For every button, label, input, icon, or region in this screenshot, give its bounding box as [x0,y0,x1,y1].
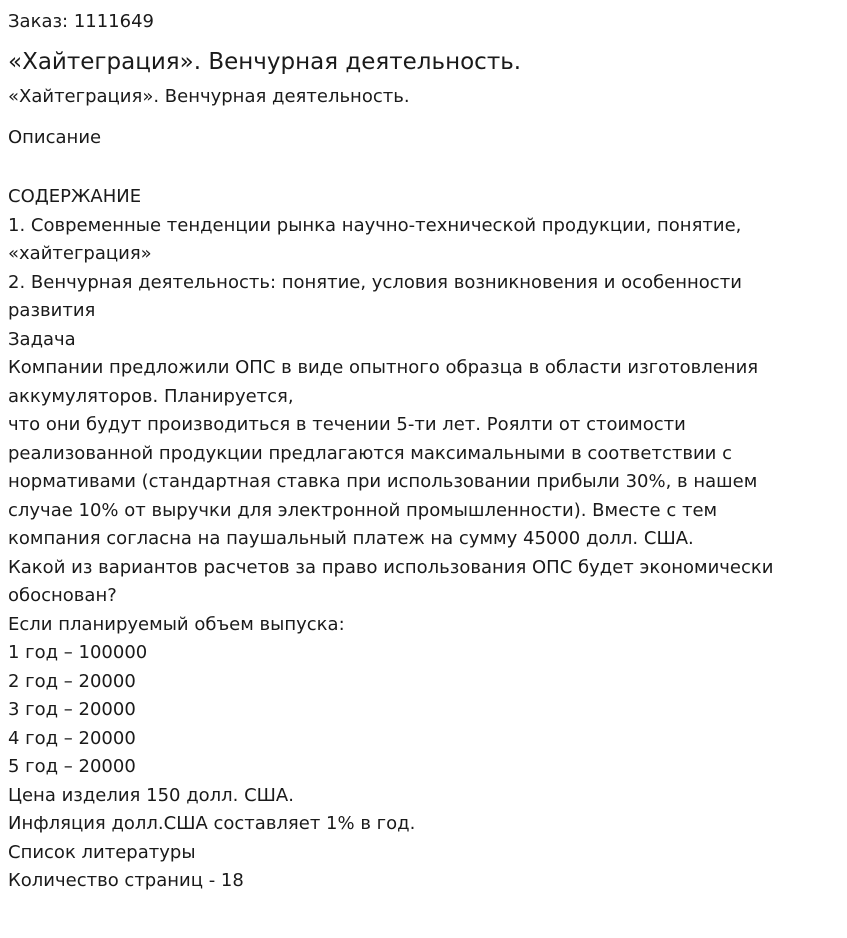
content-line: Инфляция долл.США составляет 1% в год. [8,813,416,834]
content-line: компания согласна на паушальный платеж на сумму 45000 долл. США. [8,528,694,549]
content-line: Задача [8,328,76,350]
content-line: «хайтеграция» [8,243,152,264]
page-title: «Хайтеграция». Венчурная деятельность. [8,49,522,75]
order-number: Заказ: 1111649 [8,11,154,32]
page-subtitle: «Хайтеграция». Венчурная деятельность. [8,86,410,107]
content-line: реализованной продукции предлагаются максимальными в соответствии с [8,442,732,464]
description-heading: Описание [8,127,102,148]
content-line: Цена изделия 150 долл. США. [8,784,294,806]
content-line: 5 год – 20000 [8,756,136,777]
content-line: 2 год – 20000 [8,670,136,692]
content-line: развития [8,300,96,321]
content-line: Список литературы [8,841,196,863]
content-line: Если планируемый объем выпуска: [8,613,345,635]
content-line: нормативами (стандартная ставка при использовании прибыли 30%, в нашем [8,471,758,492]
content-line: СОДЕРЖАНИЕ [8,186,142,207]
content-line: что они будут производиться в течении 5-ти лет. Роялти от стоимости [8,414,686,435]
document-page [8,0,833,896]
content-line: Количество страниц - 18 [8,870,244,891]
content-line: 3 год – 20000 [8,699,136,720]
content-line: Какой из вариантов расчетов за право использования ОПС будет экономически [8,556,774,578]
content-line: случае 10% от выручки для электронной промышленности). Вместе с тем [8,499,718,521]
description-content [8,183,833,896]
content-line: аккумуляторов. Планируется, [8,385,294,407]
content-line: 1 год – 100000 [8,642,148,663]
content-line: 1. Современные тенденции рынка научно-технической продукции, понятие, [8,214,742,236]
content-line: обоснован? [8,585,117,606]
content-line: Компании предложили ОПС в виде опытного образца в области изготовления [8,357,759,378]
content-line: 2. Венчурная деятельность: понятие, условия возникновения и особенности [8,271,742,293]
content-line: 4 год – 20000 [8,727,136,749]
